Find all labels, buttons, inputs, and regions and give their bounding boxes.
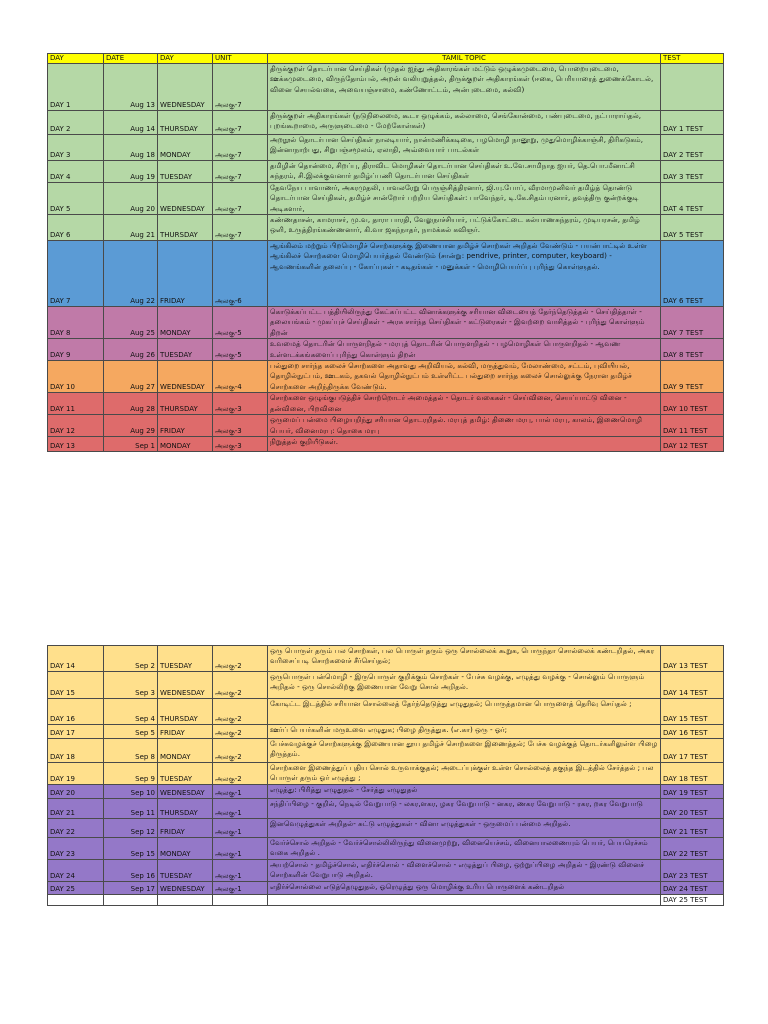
weekday-cell[interactable]: THURSDAY xyxy=(158,215,213,241)
date-cell[interactable]: Aug 14 xyxy=(104,111,158,135)
date-cell[interactable]: Sep 10 xyxy=(104,785,158,799)
date-cell[interactable]: Aug 28 xyxy=(104,393,158,415)
schedule-row xyxy=(48,241,724,307)
topic-cell[interactable]: சொற்களை ஒழுங்குபடுத்திச் சொற்றொடர் அமைத்தல் - தொடர் வகைகள் - செய்வினை, செயப்பாட்டு வினை - தன்வினை, பிறவினை xyxy=(268,393,661,415)
schedule-row xyxy=(48,672,724,699)
test-cell[interactable]: DAY 18 TEST xyxy=(661,763,724,785)
test-cell[interactable]: DAY 11 TEST xyxy=(661,415,724,437)
topic-cell[interactable]: ஒரு பொருள் தரும் பல சொற்கள், பல பொருள் தரும் ஒரு சொல்லைக் கூறுக, பொருந்தா சொல்லைக் கண்டறிதல், அகர வரிசைப்படி சொற்களைச் சீர்செய்தல்; xyxy=(268,646,661,672)
topic-cell[interactable]: சொற்களை இணைத்துப் புதிய சொல் உருவாக்குதல்; அடைப்புக்குள் உள்ள சொல்லைத் தகுந்த இடத்தில் சேர்த்தல் ; பல பொருள் தரும் ஓர் எழுத்து ; xyxy=(268,763,661,785)
topic-cell[interactable]: தமிழின் தொன்மை, சிறப்பு, திராவிட மொழிகள் தொடர்பான செய்திகள் உ.வே.சாமிநாத ஐயர், தெ.பொ.மீனாட்சி சுந்தரம், சி.இலக்குவனார் தமிழ்ப்பணி தொடர்பான செய்திகள் xyxy=(268,161,661,183)
day-cell[interactable]: DAY 14 xyxy=(48,646,104,672)
day-cell[interactable]: DAY 18 xyxy=(48,739,104,763)
test-cell[interactable] xyxy=(661,64,724,111)
topic-cell[interactable]: கோடிட்ட இடத்தில் சரியான சொல்லைத் தேர்ந்தெடுத்து எழுதுதல்; பொருத்தமான பொருளைத் தெரிவு செய்தல் ; xyxy=(268,699,661,725)
weekday-cell[interactable]: FRIDAY xyxy=(158,241,213,307)
date-cell[interactable]: Aug 22 xyxy=(104,241,158,307)
unit-cell[interactable]: அலகு-7 xyxy=(213,215,268,241)
unit-cell[interactable]: அலகு-1 xyxy=(213,838,268,860)
schedule-row xyxy=(48,894,724,905)
schedule-row xyxy=(48,135,724,161)
schedule-row xyxy=(48,182,724,214)
schedule-table-2 xyxy=(47,645,724,906)
weekday-cell[interactable] xyxy=(158,894,213,905)
day-cell[interactable]: DAY 15 xyxy=(48,672,104,699)
weekday-cell[interactable]: THURSDAY xyxy=(158,111,213,135)
schedule-row xyxy=(48,725,724,739)
test-cell[interactable]: DAY 2 TEST xyxy=(661,135,724,161)
weekday-cell[interactable]: WEDNESDAY xyxy=(158,182,213,214)
day-cell[interactable] xyxy=(48,894,104,905)
topic-cell[interactable]: தேவநேய பாவாணர், அகரமுதலி, பாவலரேறு பெருஞ்சித்திரனார், ஜி.யு.போப், வீரமாமுனிவர் தமிழ்த் தொண்டு தொடர்பான செய்திகள், தமிழ்ச் சான்றோர் பற்றிய செய்திகள்: பாவேந்தர், டி.கே.சிதம்பரனார், தவத்திரு குன்றக்குடி அடிகளார், xyxy=(268,182,661,214)
schedule-row xyxy=(48,415,724,437)
day-cell[interactable]: DAY 16 xyxy=(48,699,104,725)
header-test[interactable]: TEST xyxy=(661,54,724,64)
weekday-cell[interactable]: MONDAY xyxy=(158,436,213,451)
unit-cell[interactable]: அலகு-2 xyxy=(213,699,268,725)
weekday-cell[interactable]: THURSDAY xyxy=(158,699,213,725)
weekday-cell[interactable]: MONDAY xyxy=(158,739,213,763)
date-cell[interactable]: Aug 27 xyxy=(104,361,158,393)
test-cell[interactable]: DAY 20 TEST xyxy=(661,799,724,819)
date-cell[interactable]: Sep 16 xyxy=(104,859,158,881)
test-cell[interactable]: DAY 6 TEST xyxy=(661,241,724,307)
topic-cell[interactable]: உவமைத் தொடரின் பொருளறிதல் - மரபுத் தொடரின் பொருளறிதல் - பழமொழிகள் பொருளறிதல் - ஆவண உள்ளடக்கங்களைப் புரிந்து கொள்ளும் திறன் xyxy=(268,339,661,361)
date-cell[interactable]: Aug 26 xyxy=(104,339,158,361)
test-cell[interactable]: DAY 13 TEST xyxy=(661,646,724,672)
date-cell[interactable]: Sep 4 xyxy=(104,699,158,725)
topic-cell[interactable]: அயற்சொல் - தமிழ்ச்சொல், எதிர்ச்சொல் - விளைச்சொல் - எழுத்துப் பிழை, ஒற்றுப்பிழை அறிதல் - இரண்டு வினைச் சொற்களின் வேறுபாடு அறிதல். xyxy=(268,859,661,881)
schedule-row xyxy=(48,739,724,763)
weekday-cell[interactable]: TUESDAY xyxy=(158,859,213,881)
date-cell[interactable]: Aug 13 xyxy=(104,64,158,111)
date-cell[interactable]: Sep 12 xyxy=(104,819,158,838)
topic-cell[interactable]: கொடுக்கப்பட்ட பத்தியிலிருந்து கேட்கப்பட்ட வினாக்களுக்கு சரியான விடையைத் தேர்ந்தெடுத்தல் - செய்தித்தாள் - தலையங்கம் - முகப்புச் செய்திகள் - அரசு சார்ந்த செய்திகள் - கட்டுரைகள் - இவற்றை வாசித்தல் - புரிந்து கொள்ளும் திறன் xyxy=(268,307,661,339)
date-cell[interactable]: Sep 11 xyxy=(104,799,158,819)
unit-cell[interactable]: அலகு-7 xyxy=(213,182,268,214)
schedule-row xyxy=(48,859,724,881)
topic-cell[interactable]: சந்திப்பிழை - குறில், நெடில் வேறுபாடு - லகர,ளகர, ழகர வேறுபாடு - னகர, ணகர வேறுபாடு - ரகர, றகர வேறுபாடு xyxy=(268,799,661,819)
unit-cell[interactable] xyxy=(213,894,268,905)
test-cell[interactable]: DAY 1 TEST xyxy=(661,111,724,135)
test-cell[interactable]: DAY 22 TEST xyxy=(661,838,724,860)
test-cell[interactable]: DAY 24 TEST xyxy=(661,881,724,894)
date-cell[interactable]: Aug 20 xyxy=(104,182,158,214)
weekday-cell[interactable]: TUESDAY xyxy=(158,339,213,361)
day-cell[interactable]: DAY 2 xyxy=(48,111,104,135)
date-cell[interactable]: Sep 15 xyxy=(104,838,158,860)
topic-cell[interactable] xyxy=(268,894,661,905)
topic-cell[interactable]: வேர்ச்சொல் அறிதல் - வேர்ச்சொல்லிலிருந்து வினைமுற்று, வினையெச்சம், வினையாலணையும் பெயர், பெயரெச்சம் வகை அறிதல் . xyxy=(268,838,661,860)
test-cell[interactable]: DAT 4 TEST xyxy=(661,182,724,214)
topic-cell[interactable]: கண்ணதாசன், காமராசர், மு.வ, தாரா பாரதி, வேலுநாச்சியார், பட்டுக்கோட்டை கல்யாணசுந்தரம், முடியரசன், தமிழ் ஒளி, உருத்திரங்கண்ணனார், கி.வா ஜகந்நாதர், நாமக்கல் கவிஞர். xyxy=(268,215,661,241)
unit-cell[interactable]: அலகு-7 xyxy=(213,111,268,135)
test-cell[interactable]: DAY 21 TEST xyxy=(661,819,724,838)
day-cell[interactable]: DAY 13 xyxy=(48,436,104,451)
day-cell[interactable]: DAY 9 xyxy=(48,339,104,361)
date-cell[interactable]: Sep 3 xyxy=(104,672,158,699)
weekday-cell[interactable]: WEDNESDAY xyxy=(158,64,213,111)
weekday-cell[interactable]: THURSDAY xyxy=(158,799,213,819)
unit-cell[interactable]: அலகு-2 xyxy=(213,739,268,763)
header-date[interactable]: DATE xyxy=(104,54,158,64)
weekday-cell[interactable]: FRIDAY xyxy=(158,819,213,838)
test-cell[interactable]: DAY 25 TEST xyxy=(661,894,724,905)
test-cell[interactable]: DAY 8 TEST xyxy=(661,339,724,361)
schedule-row xyxy=(48,785,724,799)
schedule-row xyxy=(48,307,724,339)
topic-cell[interactable]: நிறுத்தல் குறியீடுகள். xyxy=(268,436,661,451)
date-cell[interactable]: Aug 19 xyxy=(104,161,158,183)
unit-cell[interactable]: அலகு-2 xyxy=(213,672,268,699)
test-cell[interactable]: DAY 23 TEST xyxy=(661,859,724,881)
schedule-row xyxy=(48,361,724,393)
header-day[interactable]: DAY xyxy=(48,54,104,64)
unit-cell[interactable]: அலகு-5 xyxy=(213,307,268,339)
schedule-row xyxy=(48,64,724,111)
day-cell[interactable]: DAY 6 xyxy=(48,215,104,241)
test-cell[interactable]: DAY 3 TEST xyxy=(661,161,724,183)
day-cell[interactable]: DAY 25 xyxy=(48,881,104,894)
test-cell[interactable]: DAY 14 TEST xyxy=(661,672,724,699)
date-cell[interactable]: Sep 2 xyxy=(104,646,158,672)
header-unit[interactable]: UNIT xyxy=(213,54,268,64)
unit-cell[interactable]: அலகு-2 xyxy=(213,763,268,785)
day-cell[interactable]: DAY 1 xyxy=(48,64,104,111)
unit-cell[interactable]: அலகு-1 xyxy=(213,859,268,881)
topic-cell[interactable]: அறநூல் தொடர்பான செய்திகள் நாலடியார், நான்மணிக்கடிகை, பழமொழி நானூறு, முதுமொழிக்காஞ்சி, திரிகடுகம், இன்னாநாற்பது, சிறுபஞ்சமூலம், ஏலாதி, அவ்வையார் பாடல்கள் xyxy=(268,135,661,161)
header-topic[interactable]: TAMIL TOPIC xyxy=(268,54,661,64)
day-cell[interactable]: DAY 23 xyxy=(48,838,104,860)
schedule-table-1 xyxy=(47,53,724,452)
date-cell[interactable]: Aug 29 xyxy=(104,415,158,437)
test-cell[interactable]: DAY 16 TEST xyxy=(661,725,724,739)
date-cell[interactable]: Sep 17 xyxy=(104,881,158,894)
test-cell[interactable]: DAY 15 TEST xyxy=(661,699,724,725)
topic-cell[interactable]: எழுத்து: பிரித்து எழுதுதல் - சேர்த்து எழுதுதல் xyxy=(268,785,661,799)
unit-cell[interactable]: அலகு-7 xyxy=(213,161,268,183)
schedule-row xyxy=(48,393,724,415)
topic-cell[interactable]: எதிர்ச்சொல்லை எடுத்தெழுதுதல், ஓரெழுத்து ஒரு மொழிக்கு உரிய பொருளைக் கண்டறிதல் xyxy=(268,881,661,894)
schedule-row xyxy=(48,699,724,725)
date-cell[interactable]: Sep 1 xyxy=(104,436,158,451)
unit-cell[interactable]: அலகு-5 xyxy=(213,339,268,361)
weekday-cell[interactable]: THURSDAY xyxy=(158,393,213,415)
day-cell[interactable]: DAY 10 xyxy=(48,361,104,393)
unit-cell[interactable]: அலகு-2 xyxy=(213,725,268,739)
test-cell[interactable]: DAY 19 TEST xyxy=(661,785,724,799)
topic-cell[interactable]: திருக்குறள் அதிகாரங்கள் (நடுநிலைமை, கூடா ஒழுக்கம், கல்லாமை, செங்கோன்மை, பண்புடைமை, நட்பாராய்தல், புறங்கூறாமை, அருளுடைமை - மேற்கோள்கள்) xyxy=(268,111,661,135)
weekday-cell[interactable]: TUESDAY xyxy=(158,161,213,183)
unit-cell[interactable]: அலகு-1 xyxy=(213,881,268,894)
unit-cell[interactable]: அலகு-7 xyxy=(213,64,268,111)
topic-cell[interactable]: ஒருமைப் பன்மை பிழையறிந்து சரியான தொடரறிதல். மரபுத் தமிழ்: திணை மரபு, பால் மரபு, காலம், இணைமொழி பெயர், வினைமரபு: தொகை மரபு xyxy=(268,415,661,437)
weekday-cell[interactable]: FRIDAY xyxy=(158,725,213,739)
weekday-cell[interactable]: FRIDAY xyxy=(158,415,213,437)
weekday-cell[interactable]: MONDAY xyxy=(158,838,213,860)
unit-cell[interactable]: அலகு-7 xyxy=(213,135,268,161)
weekday-cell[interactable]: MONDAY xyxy=(158,135,213,161)
day-cell[interactable]: DAY 24 xyxy=(48,859,104,881)
topic-cell[interactable]: இனவெழுத்துகள் அறிதல்- சுட்டு எழுத்துகள் - வினா எழுத்துகள் - ஒருமைப் பன்மை அறிதல். xyxy=(268,819,661,838)
schedule-row xyxy=(48,161,724,183)
weekday-cell[interactable]: WEDNESDAY xyxy=(158,881,213,894)
date-cell[interactable]: Aug 25 xyxy=(104,307,158,339)
unit-cell[interactable]: அலகு-1 xyxy=(213,785,268,799)
schedule-row xyxy=(48,799,724,819)
date-cell[interactable]: Sep 9 xyxy=(104,763,158,785)
schedule-row xyxy=(48,881,724,894)
unit-cell[interactable]: அலகு-3 xyxy=(213,436,268,451)
unit-cell[interactable]: அலகு-1 xyxy=(213,819,268,838)
day-cell[interactable]: DAY 22 xyxy=(48,819,104,838)
date-cell[interactable]: Aug 21 xyxy=(104,215,158,241)
test-cell[interactable]: DAY 7 TEST xyxy=(661,307,724,339)
weekday-cell[interactable]: WEDNESDAY xyxy=(158,361,213,393)
day-cell[interactable]: DAY 3 xyxy=(48,135,104,161)
date-cell[interactable]: Sep 8 xyxy=(104,739,158,763)
day-cell[interactable]: DAY 8 xyxy=(48,307,104,339)
day-cell[interactable]: DAY 11 xyxy=(48,393,104,415)
unit-cell[interactable]: அலகு-2 xyxy=(213,646,268,672)
schedule-row xyxy=(48,819,724,838)
day-cell[interactable]: DAY 5 xyxy=(48,182,104,214)
unit-cell[interactable]: அலகு-3 xyxy=(213,393,268,415)
test-cell[interactable]: DAY 17 TEST xyxy=(661,739,724,763)
header-weekday[interactable]: DAY xyxy=(158,54,213,64)
test-cell[interactable]: DAY 5 TEST xyxy=(661,215,724,241)
topic-cell[interactable]: ஊர்ப் பெயர்களின் மருஉவை எழுதுக; பிழை திருத்துக. (எ.கா) ஒரு - ஓர்; xyxy=(268,725,661,739)
day-cell[interactable]: DAY 20 xyxy=(48,785,104,799)
weekday-cell[interactable]: WEDNESDAY xyxy=(158,672,213,699)
weekday-cell[interactable]: TUESDAY xyxy=(158,646,213,672)
unit-cell[interactable]: அலகு-4 xyxy=(213,361,268,393)
day-cell[interactable]: DAY 7 xyxy=(48,241,104,307)
date-cell[interactable] xyxy=(104,894,158,905)
topic-cell[interactable]: பல்துறை சார்ந்த கலைச் சொற்களை அதாவது அறிவியல், கல்வி, மருத்துவம், மேலாண்மை, சட்டம், புவியியல், தொழில்நுட்பம், ஊடகம், தகவல் தொழில்நுட்பம் உள்ளிட்ட பல்துறை சார்ந்த கலைச் சொல்லுக்கு நேரான தமிழ்ச் சொற்களை அறிந்திருக்க வேண்டும். xyxy=(268,361,661,393)
date-cell[interactable]: Sep 5 xyxy=(104,725,158,739)
weekday-cell[interactable]: MONDAY xyxy=(158,307,213,339)
test-cell[interactable]: DAY 10 TEST xyxy=(661,393,724,415)
topic-cell[interactable]: திருக்குறள் தொடர்பான செய்திகள் (முதல் ஐந்து அதிகாரங்கள் மட்டும் ஒழுக்கமுடைமை, பொறையுடைமை, ஊக்கமுடைமை, விருந்தோம்பல், அறன் வலியுறுத்தல், திருக்குறள் அதிகாரங்கள் (ஈகை, பெரியாரைத் துணைக்கோடல், வினை செயல்வகை, அவையஞ்சாமை, கண்ணோட்டம், அன்புடைமை, கல்வி) xyxy=(268,64,661,111)
unit-cell[interactable]: அலகு-3 xyxy=(213,415,268,437)
day-cell[interactable]: DAY 4 xyxy=(48,161,104,183)
day-cell[interactable]: DAY 21 xyxy=(48,799,104,819)
topic-cell[interactable]: ஆங்கிலம் மற்றும் பிறமொழிச் சொற்களுக்கு இணையான தமிழ்ச் சொற்கள் அறிதல் வேண்டும் - பயன்பாட்டில் உள்ள ஆங்கிலச் சொற்களை மொழிபெயர்த்தல் வேண்டும் (சான்று: pendrive, printer, computer, keyboard) - ஆவணங்களின் தலைப்பு - கோப்புகள் - கடிதங்கள் - மனுக்கள் - மொழிபெயர்ப்பு புரிந்து கொள்ளுதல். xyxy=(268,241,661,307)
schedule-row xyxy=(48,436,724,451)
test-cell[interactable]: DAY 12 TEST xyxy=(661,436,724,451)
schedule-row xyxy=(48,111,724,135)
day-cell[interactable]: DAY 19 xyxy=(48,763,104,785)
header-row xyxy=(48,54,724,64)
topic-cell[interactable]: ஒருபொருள் பன்மொழி - இருபொருள் குறிக்கும் சொற்கள் - பேச்சு வழக்கு, எழுத்து வழக்கு - சொல்லும் பொருளும் அறிதல் - ஒரு சொல்லிற்கு இணையான வேறு சொல் அறிதல். xyxy=(268,672,661,699)
test-cell[interactable]: DAY 9 TEST xyxy=(661,361,724,393)
schedule-row xyxy=(48,763,724,785)
unit-cell[interactable]: அலகு-1 xyxy=(213,799,268,819)
schedule-row xyxy=(48,838,724,860)
weekday-cell[interactable]: WEDNESDAY xyxy=(158,785,213,799)
weekday-cell[interactable]: TUESDAY xyxy=(158,763,213,785)
schedule-row xyxy=(48,339,724,361)
schedule-row xyxy=(48,646,724,672)
day-cell[interactable]: DAY 17 xyxy=(48,725,104,739)
schedule-row xyxy=(48,215,724,241)
topic-cell[interactable]: பேச்சுவழக்குச் சொற்களுக்கு இணையான தூய தமிழ்ச் சொற்களை இணைத்தல்; பேச்சு வழக்குத் தொடர்களிலுள்ள பிழை திருத்தம். xyxy=(268,739,661,763)
date-cell[interactable]: Aug 18 xyxy=(104,135,158,161)
unit-cell[interactable]: அலகு-6 xyxy=(213,241,268,307)
day-cell[interactable]: DAY 12 xyxy=(48,415,104,437)
